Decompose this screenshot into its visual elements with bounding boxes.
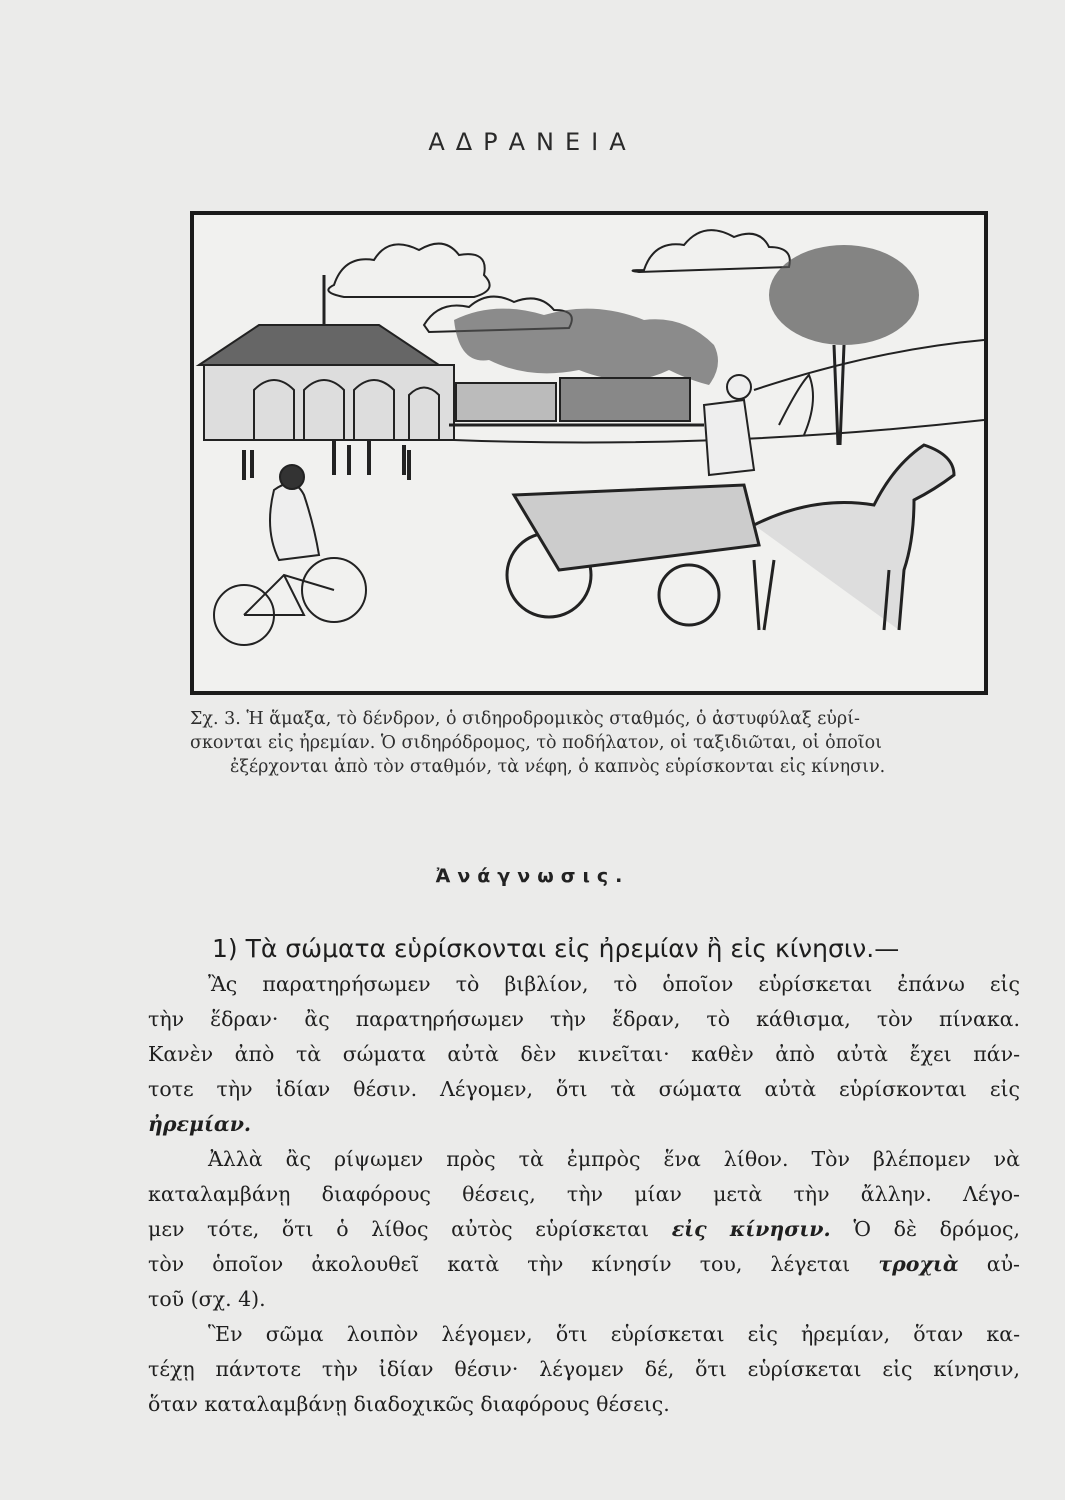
emphasis: τροχιὰ [878,1252,959,1276]
text-span: Ὁ δὲ δρόμος, [830,1217,1020,1241]
tree-crown [769,245,919,345]
text-line: Ἀλλὰ ἂς ρίψωμεν πρὸς τὰ ἐμπρὸς ἕνα λίθον. Τὸν βλέπομεν νὰ [208,1147,1020,1171]
text-line: Ἓν σῶμα λοιπὸν λέγομεν, ὅτι εὑρίσκεται εἰς ἠρεμίαν, ὅταν κα- [208,1322,1020,1346]
figure-caption [190,707,1020,779]
page-heading: ΑΔΡΑΝΕΙΑ [428,128,637,156]
section-title: Ἀνάγνωσις. [435,865,630,887]
hill [754,340,984,390]
caption-line: Σχ. 3. Ἡ ἅμαξα, τὸ δένδρον, ὁ σιδηροδρομικὸς σταθμός, ὁ ἀστυφύλαξ εὑρί- [190,709,860,729]
people [244,440,409,480]
text-line: καταλαμβάνῃ διαφόρους θέσεις, τὴν μίαν μετὰ τὴν ἄλλην. Λέγο- [148,1182,1020,1206]
text-line: Ἂς παρατηρήσωμεν τὸ βιβλίον, τὸ ὁποῖον εὑρίσκεται ἐπάνω εἰς [208,972,1020,996]
text-line: τοτε τὴν ἰδίαν θέσιν. Λέγομεν, ὅτι τὰ σώματα αὐτὰ εὑρίσκονται εἰς [148,1077,1020,1101]
illustration-figure [190,211,988,695]
train-car [456,383,556,421]
text-line [148,1212,1020,1247]
body-text [148,967,1020,1422]
carriage-wheel-front [659,565,719,625]
emphasis: ἠρεμίαν. [148,1112,252,1136]
locomotive [560,378,690,421]
horse [754,445,954,630]
text-line [148,1247,1020,1282]
tree-trunk [834,345,844,445]
whip [779,375,813,435]
station-walls [204,365,454,440]
smoke [454,309,718,385]
bicycle-frame [244,575,334,615]
station-carriage-illustration [194,215,984,691]
subheading: 1) Τὰ σώματα εὑρίσκονται εἰς ἠρεμίαν ἢ εἰς κίνησιν.— [212,934,900,963]
text-line: Κανὲν ἀπὸ τὰ σώματα αὐτὰ δὲν κινεῖται· καθὲν ἀπὸ αὐτὰ ἔχει πάν- [148,1042,1020,1066]
caption-line: σκονται εἰς ἠρεμίαν. Ὁ σιδηρόδρομος, τὸ ποδήλατον, οἱ ταξιδιῶται, οἱ ὁποῖοι [190,733,883,753]
station-roof [199,325,439,365]
driver [704,400,754,475]
text-line: τοῦ (σχ. 4). [148,1287,266,1311]
cloud [328,244,489,297]
text-line: ὅταν καταλαμβάνῃ διαδοχικῶς διαφόρους θέσεις. [148,1392,670,1416]
text-span: τὸν ὁποῖον ἀκολουθεῖ κατὰ τὴν κίνησίν του, λέγεται [148,1252,879,1276]
text-line [148,1107,1020,1142]
carriage-body [514,485,759,570]
text-line: τὴν ἕδραν· ἂς παρατηρήσωμεν τὴν ἕδραν, τὸ κάθισμα, τὸν πίνακα. [148,1007,1020,1031]
text-line: τέχῃ πάντοτε τὴν ἰδίαν θέσιν· λέγομεν δέ, ὅτι εὑρίσκεται εἰς κίνησιν, [148,1357,1020,1381]
emphasis: εἰς κίνησιν. [671,1217,831,1241]
text-span: μεν τότε, ὅτι ὁ λίθος αὐτὸς εὑρίσκεται [148,1217,672,1241]
caption-line: ἐξέρχονται ἀπὸ τὸν σταθμόν, τὰ νέφη, ὁ καπνὸς εὑρίσκονται εἰς κίνησιν. [230,757,886,777]
text-span: αὐ- [958,1252,1020,1276]
cloud [633,230,790,272]
cyclist [270,484,319,560]
